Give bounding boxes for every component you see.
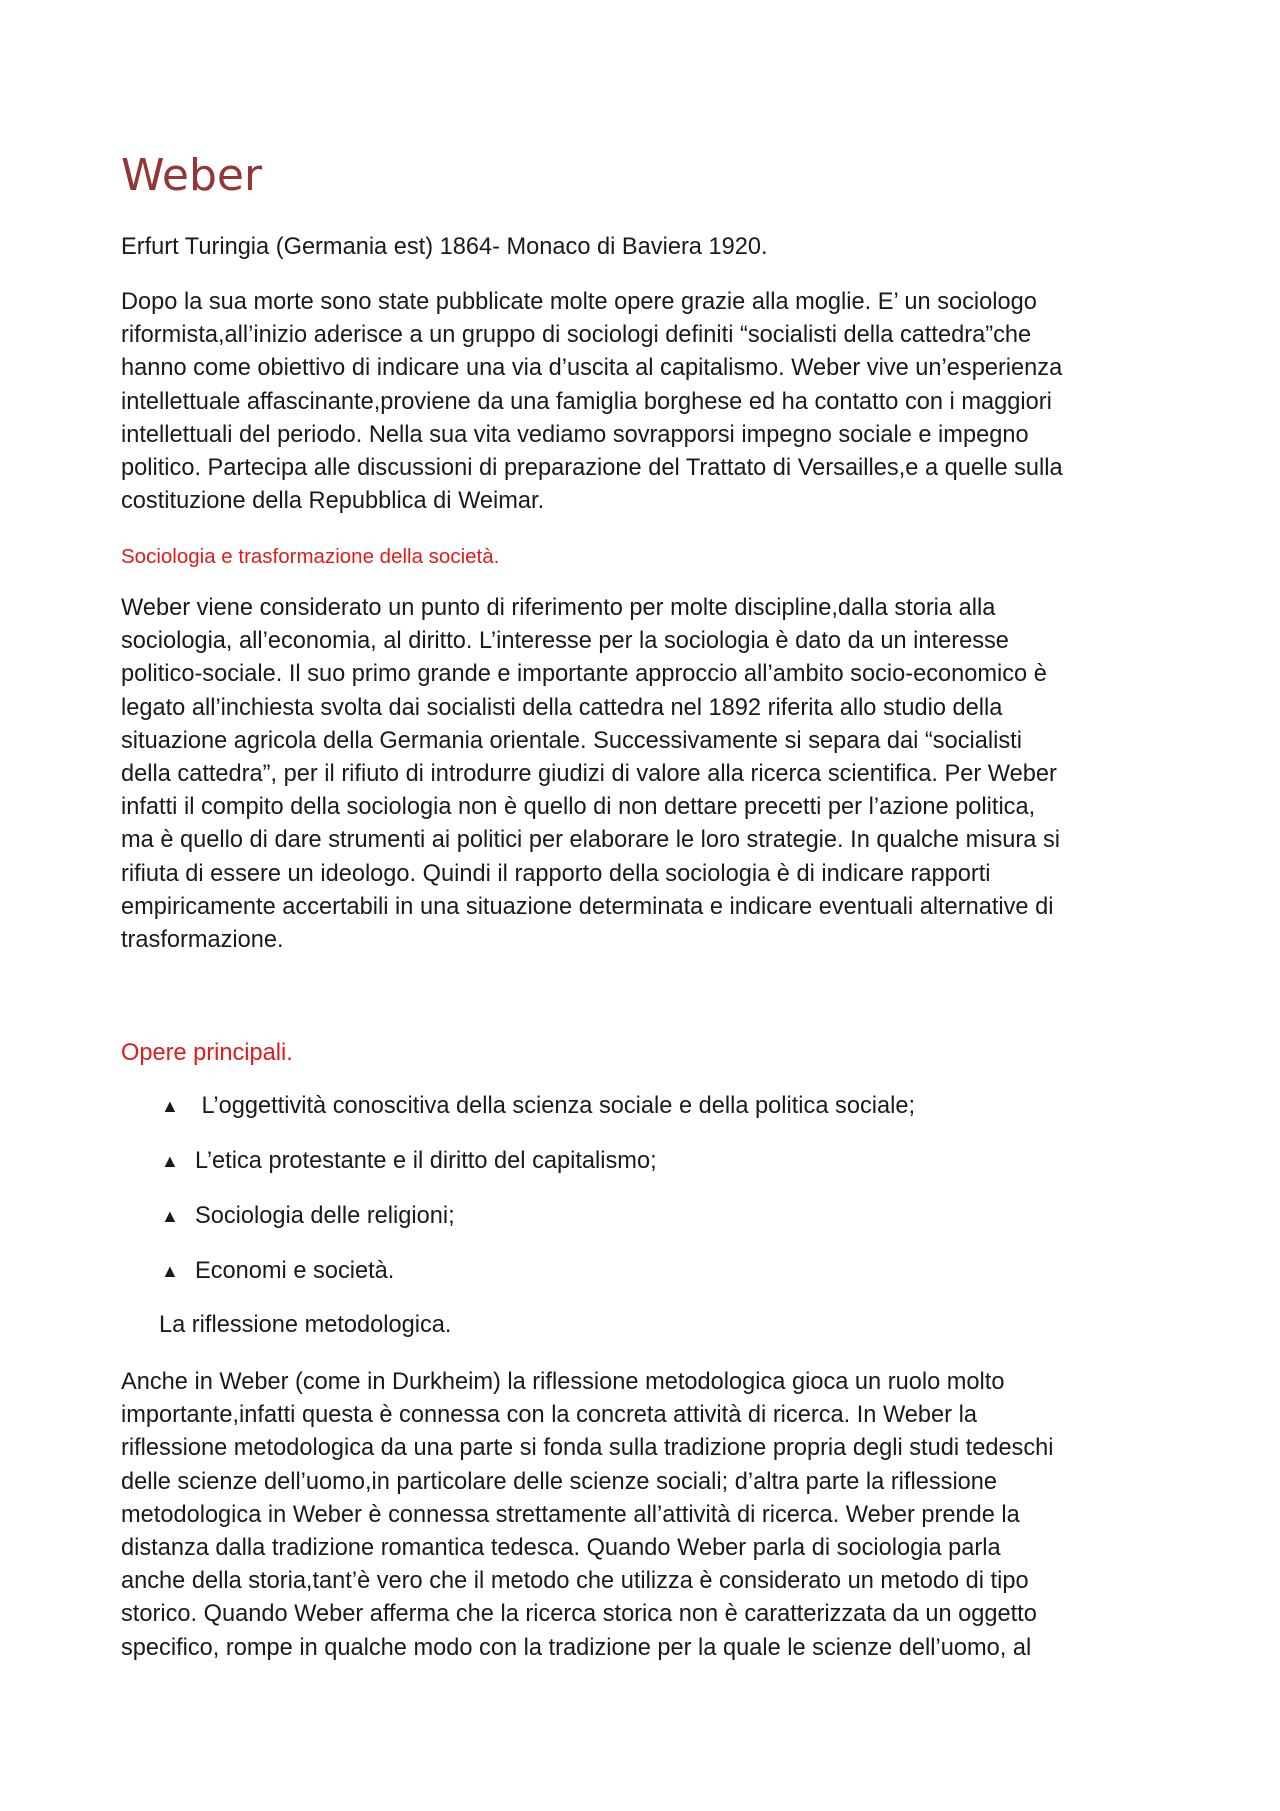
metodologia-paragraph: Anche in Weber (come in Durkheim) la riflessione metodologica gioca un ruolo molto importante,infatti questa è connessa con la concreta attività di ricerca. In Weber la riflessione metodologica da una parte si fonda sulla tradizione propria degli studi tedeschi delle scienze dell’uomo,in particolare delle scienze sociali; d’altra parte la riflessione metodologica in Weber è connessa strettamente all’attività di ricerca. Weber prende la distanza dalla tradizione romantica tedesca. Quando Weber parla di sociologia parla anche della storia,tant’è vero che il metodo che utilizza è considerato un metodo di tipo storico. Quando Weber afferma che la ricerca storica non è caratterizzata da un oggetto specifico, rompe in qualche modo con la tradizione per la quale le scienze dell’uomo, al: [121, 1369, 1054, 1661]
intro-paragraph: Dopo la sua morte sono state pubblicate molte opere grazie alla moglie. E’ un sociologo riformista,all’inizio aderisce a un gruppo di sociologi definiti “socialisti della cattedra”che hanno come obiettivo di indicare una via d’uscita al capitalismo. Weber vive un’esperienza intellettuale affascinante,proviene da una famiglia borghese ed ha contatto con i maggiori intellettuali del periodo. Nella sua vita vediamo sovrapporsi impegno sociale e impegno politico. Partecipa alle discussioni di preparazione del Trattato di Versailles,e a quelle sulla costituzione della Repubblica di Weimar.: [121, 289, 1063, 515]
work-title: L’etica protestante e il diritto del capitalismo;: [195, 1148, 657, 1174]
section-heading-opere: Opere principali.: [121, 1040, 293, 1066]
section-heading-sociologia: Sociologia e trasformazione della società.: [121, 545, 500, 568]
document-title: Weber: [121, 150, 263, 201]
list-item: [161, 1145, 657, 1178]
triangle-bullet-icon: ▲: [161, 1206, 179, 1226]
list-item: [161, 1200, 455, 1233]
sociologia-paragraph: Weber viene considerato un punto di riferimento per molte discipline,dalla storia alla sociologia, all’economia, al diritto. L’interesse per la sociologia è dato da un interesse politico-sociale. Il suo primo grande e importante approccio all’ambito socio-economico è legato all’inchiesta svolta dai socialisti della cattedra nel 1892 riferita allo studio della situazione agricola della Germania orientale. Successivamente si separa dai “socialisti della cattedra”, per il rifiuto di introdurre giudizi di valore alla ricerca scientifica. Per Weber infatti il compito della sociologia non è quello di non dettare precetti per l’azione politica, ma è quello di dare strumenti ai politici per elaborare le loro strategie. In qualche misura si rifiuta di essere un ideologo. Quindi il rapporto della sociologia è di indicare rapporti empiricamente accertabili in una situazione determinata e indicare eventuali alternative di trasformazione.: [121, 595, 1060, 954]
triangle-bullet-icon: ▲: [161, 1151, 179, 1171]
triangle-bullet-icon: ▲: [161, 1261, 179, 1281]
list-item: [161, 1255, 394, 1288]
list-item: [161, 1090, 915, 1123]
birth-death-line: Erfurt Turingia (Germania est) 1864- Monaco di Baviera 1920.: [121, 234, 768, 260]
triangle-bullet-icon: ▲: [161, 1096, 179, 1116]
work-title: Economi e società.: [195, 1258, 395, 1284]
section-heading-metodologia: La riflessione metodologica.: [159, 1312, 452, 1338]
work-title: Sociologia delle religioni;: [195, 1203, 455, 1229]
work-title: L’oggettività conoscitiva della scienza sociale e della politica sociale;: [195, 1093, 916, 1119]
